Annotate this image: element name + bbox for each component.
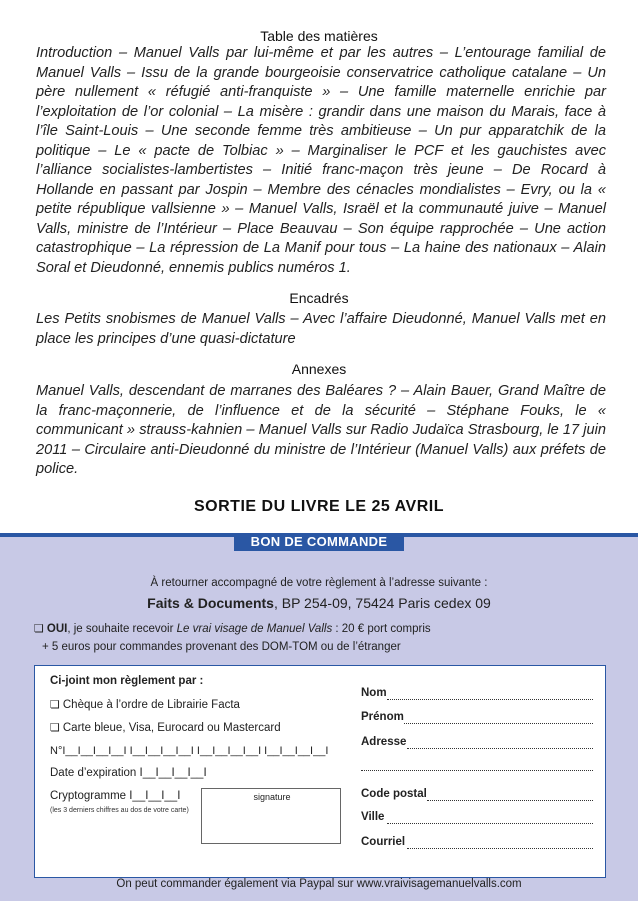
encadres-text: Les Petits snobismes de Manuel Valls – Avec l’affaire Dieudonné, Manuel Valls met en place les principes d’une quasi-dictature: [36, 311, 606, 347]
order-form-section: [0, 533, 638, 901]
mailing-address: [0, 595, 638, 611]
expiry-field[interactable]: Date d’expiration I__I__I__I__I: [50, 767, 207, 779]
adresse-field[interactable]: [407, 748, 593, 749]
prenom-field[interactable]: [404, 723, 593, 724]
annexes-text: Manuel Valls, descendant de marranes des Baléares ? – Alain Bauer, Grand Maître de la franc-maçonnerie, de l’influence et de la sécurité – Stéphane Fouks, le « communicant » strauss-kahnien – Manuel Valls sur Radio Judaïca Strasbourg, le 17 juin 2011 – Circulaire anti-Dieudonné du ministre de l’Intérieur (Manuel Valls) aux préfets de police.: [36, 383, 606, 477]
code-postal-field[interactable]: [427, 800, 593, 801]
check-checkbox[interactable]: ❏: [50, 698, 60, 711]
payment-option-check-label: Chèque à l’ordre de Librairie Facta: [62, 699, 240, 711]
order-banner: [0, 533, 638, 551]
adresse-field-line-2[interactable]: [361, 770, 593, 771]
dom-tom-note: + 5 euros pour commandes provenant des DOM-TOM ou de l’étranger: [42, 641, 401, 653]
nom-label: Nom: [361, 687, 387, 699]
order-confirm-line: [34, 622, 431, 635]
paypal-note: On peut commander également via Paypal sur www.vraivisagemanuelvalls.com: [116, 878, 522, 890]
oui-text-1: , je souhaite recevoir: [67, 623, 177, 635]
book-title: Le vrai visage de Manuel Valls: [176, 623, 333, 635]
toc-text: Introduction – Manuel Valls par lui-même et par les autres – L’entourage familial de Manuel Valls – Issu de la grande bourgeoisie conservatrice catholique catalane – Un père nullement « réfugié anti-franquiste » – Une famille maternelle enrichie par l’exploitation de l’or colonial – La misère : grandir dans une maison du Marais, face à l’île Saint-Louis – Une seconde femme très ambitieuse – Un pur apparatchik de la politique – Le « pacte de Tolbiac » – Marginaliser le PCF et les gauchistes avec l’alliance socialistes-lambertistes – Initié franc-maçon très jeune – De Rocard à Hollande en passant par Jospin – Membre des cénacles mondialistes – Evry, ou la « petite république vallsienne » – Manuel Valls, Israël et la communauté juive – Manuel Valls, ministre de l’Intérieur – Place Beauvau – Son équipe rapprochée – Une action catastrophique – La répression de La Manif pour tous – La haine des nationaux – Alain Soral et Dieudonné, ennemis publics numéros 1.: [36, 45, 606, 276]
signature-box[interactable]: [201, 788, 341, 844]
payment-option-card[interactable]: [50, 721, 281, 734]
courriel-field[interactable]: [407, 848, 593, 849]
ville-field[interactable]: [387, 823, 593, 824]
adresse-label: Adresse: [361, 736, 407, 748]
payment-option-card-label: Carte bleue, Visa, Eurocard ou Mastercard: [62, 722, 281, 734]
card-checkbox[interactable]: ❏: [50, 721, 60, 734]
oui-text-2: : 20 € port compris: [332, 623, 431, 635]
nom-field[interactable]: [387, 699, 593, 700]
crypto-field[interactable]: Cryptogramme I__I__I__I: [50, 790, 181, 802]
release-date-heading: SORTIE DU LIVRE LE 25 AVRIL: [194, 498, 444, 515]
prenom-label: Prénom: [361, 711, 404, 723]
payment-option-check[interactable]: [50, 698, 240, 711]
code-postal-label: Code postal: [361, 788, 427, 800]
address-text: , BP 254-09, 75424 Paris cedex 09: [273, 595, 491, 611]
order-banner-label: BON DE COMMANDE: [234, 533, 404, 551]
payment-title: Ci-joint mon règlement par :: [50, 675, 204, 687]
ville-label: Ville: [361, 811, 385, 823]
company-name: Faits & Documents: [147, 595, 274, 611]
oui-label: OUI: [46, 623, 68, 635]
encadres-title: Encadrés: [289, 290, 349, 306]
oui-checkbox[interactable]: ❏: [34, 622, 44, 635]
return-note: À retourner accompagné de votre règlement à l’adresse suivante :: [150, 577, 488, 589]
annexes-title: Annexes: [291, 361, 347, 377]
order-form-box: [34, 665, 606, 878]
signature-label: signature: [253, 792, 291, 802]
toc-title: Table des matières: [260, 28, 378, 44]
crypto-note: (les 3 derniers chiffres au dos de votre carte): [50, 807, 189, 814]
courriel-label: Courriel: [361, 836, 406, 848]
card-number-field[interactable]: N°I__I__I__I__I I__I__I__I__I I__I__I__I__I I__I__I__I__I: [50, 745, 329, 757]
